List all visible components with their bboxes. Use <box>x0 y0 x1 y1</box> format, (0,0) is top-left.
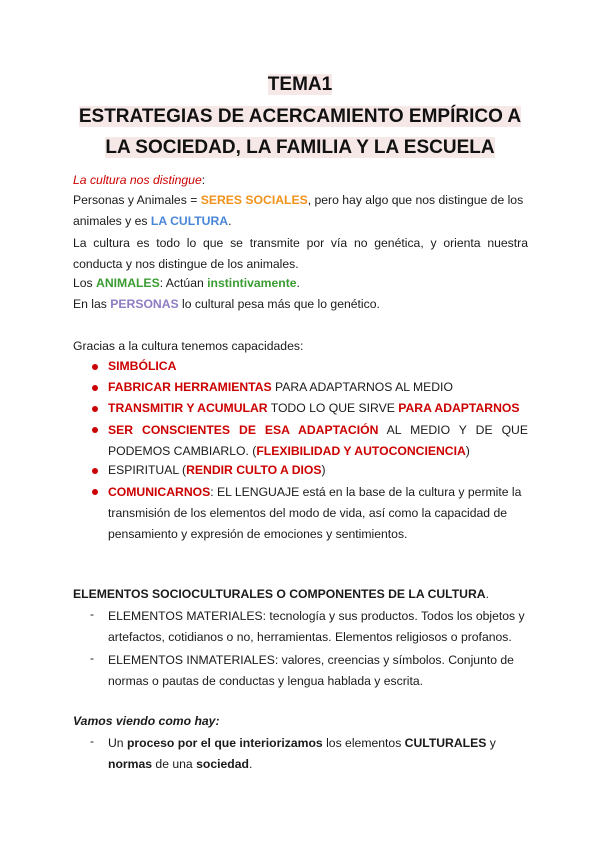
p4-a: En las <box>73 297 111 311</box>
title-tema <box>0 74 600 96</box>
title-line-3-text: LA SOCIEDAD, LA FAMILIA Y LA ESCUELA <box>105 137 495 158</box>
intro-paragraph-4 <box>73 296 380 313</box>
capacidad-text: ESPIRITUAL ( <box>108 463 187 477</box>
elemento-line-1: ELEMENTOS INMATERIALES: valores, creencias y símbolos. Conjunto de <box>108 653 514 667</box>
elemento-line-2: artefactos, cotidianos o no, herramientas. Elementos religiosos o profanos. <box>108 630 512 644</box>
elemento-line-1: ELEMENTOS MATERIALES: tecnología y sus productos. Todos los objetos y <box>108 609 525 623</box>
vamos-line-2 <box>108 754 528 775</box>
capacidad-text: TRANSMITIR Y ACUMULAR <box>108 401 268 415</box>
capacidad-text: SIMBÓLICA <box>108 359 177 373</box>
p2-line1: La cultura es todo lo que se transmite por vía no genética, y orienta nuestra <box>73 236 528 250</box>
capacidad-text-end: ) <box>321 463 326 477</box>
intro-heading-text: La cultura nos distingue <box>73 173 202 187</box>
p1-d: animales y es <box>73 213 151 228</box>
intro-paragraph-2 <box>73 233 528 274</box>
p3-c: : Actúan <box>159 276 208 290</box>
title-line-2-text: ESTRATEGIAS DE ACERCAMIENTO EMPÍRICO A <box>78 106 522 127</box>
dash-icon: - <box>90 651 95 665</box>
p1-c: , pero hay algo que nos distingue de los <box>307 193 524 207</box>
vamos-heading <box>73 713 220 730</box>
vamos-l1-a: Un <box>108 736 127 750</box>
vamos-l1-c: los elementos <box>322 736 405 750</box>
capacidad-item <box>108 379 453 396</box>
dash-icon: - <box>90 734 95 748</box>
personas: PERSONAS <box>110 297 179 311</box>
p2-line2: conducta y nos distingue de los animales. <box>73 256 299 271</box>
instintivamente: instintivamente <box>207 276 297 290</box>
vamos-l1-d: CULTURALES <box>404 736 487 750</box>
capacidad-text: COMUNICARNOS <box>108 485 211 499</box>
vamos-l1-e: y <box>486 736 496 750</box>
p4-c: lo cultural pesa más que lo genético. <box>178 297 380 311</box>
vamos-l2-c: sociedad <box>196 757 249 771</box>
capacidad-item <box>108 420 528 462</box>
elementos-heading <box>73 586 489 603</box>
intro-heading-colon: : <box>201 173 206 187</box>
bullet-icon <box>92 406 98 412</box>
title-tema-text: TEMA1 <box>267 74 333 95</box>
elementos-heading-text: ELEMENTOS SOCIOCULTURALES O COMPONENTES DE LA CULTURA <box>73 587 486 601</box>
p3-a: Los <box>73 276 97 290</box>
capacidad-text-mid: RENDIR CULTO A DIOS <box>186 463 322 477</box>
capacidad-text-rest: : EL LENGUAJE está en la base de la cultura y permite la <box>210 485 522 499</box>
bullet-icon <box>92 385 98 391</box>
capacidad-line2-a: PODEMOS CAMBIARLO. ( <box>108 444 257 458</box>
p1-f: . <box>228 213 232 228</box>
intro-paragraph-1 <box>73 190 528 231</box>
capacidad-text-rest: PARA ADAPTARNOS AL MEDIO <box>271 380 453 394</box>
intro-paragraph-3 <box>73 275 300 292</box>
title-line-2 <box>0 106 600 128</box>
capacidad-text-rest: AL MEDIO Y DE QUE <box>378 423 528 437</box>
capacidades-intro: Gracias a la cultura tenemos capacidades: <box>73 339 304 353</box>
capacidad-line-1 <box>108 482 528 503</box>
capacidad-text: SER CONSCIENTES DE ESA ADAPTACIÓN <box>108 423 379 437</box>
capacidad-line-1 <box>108 420 528 441</box>
la-cultura: LA CULTURA <box>150 213 229 228</box>
bullet-icon <box>92 489 98 495</box>
vamos-line-1 <box>108 733 528 754</box>
vamos-l2-d: . <box>248 757 253 771</box>
vamos-l1-b: proceso por el que interiorizamos <box>126 736 323 750</box>
vamos-l2-b: de una <box>152 757 197 771</box>
capacidad-line-3: pensamiento y expresión de emociones y sentimientos. <box>108 527 408 541</box>
seres-sociales: SERES SOCIALES <box>200 193 308 207</box>
title-line-3 <box>0 137 600 159</box>
p1-a: Personas y Animales = <box>73 193 201 207</box>
vamos-heading-text: Vamos viendo como hay: <box>73 714 220 728</box>
capacidad-line2-c: ) <box>465 444 470 458</box>
capacidad-item <box>108 482 528 545</box>
elemento-item <box>108 650 528 692</box>
capacidad-text: FABRICAR HERRAMIENTAS <box>108 380 272 394</box>
animales: ANIMALES <box>96 276 160 290</box>
p3-e: . <box>296 276 300 290</box>
capacidad-item <box>108 358 176 375</box>
dash-icon: - <box>90 607 95 621</box>
capacidad-item <box>108 400 519 417</box>
capacidad-text-mid: TODO LO QUE SIRVE <box>267 401 399 415</box>
capacidad-text-end: PARA ADAPTARNOS <box>398 401 520 415</box>
bullet-icon <box>92 427 98 433</box>
elementos-heading-end: . <box>485 587 489 601</box>
elemento-line-2: normas o pautas de conductas y lengua hablada y escrita. <box>108 674 424 688</box>
capacidad-line-2 <box>108 441 528 462</box>
elemento-item <box>108 606 528 648</box>
intro-heading <box>73 172 205 189</box>
capacidad-line2-b: FLEXIBILIDAD Y AUTOCONCIENCIA <box>256 444 466 458</box>
vamos-l2-a: normas <box>108 757 153 771</box>
bullet-icon <box>92 468 98 474</box>
capacidad-line-2: transmisión de los elementos del modo de vida, así como la capacidad de <box>108 506 508 520</box>
vamos-item <box>108 733 528 775</box>
bullet-icon <box>92 364 98 370</box>
capacidad-item <box>108 462 326 479</box>
